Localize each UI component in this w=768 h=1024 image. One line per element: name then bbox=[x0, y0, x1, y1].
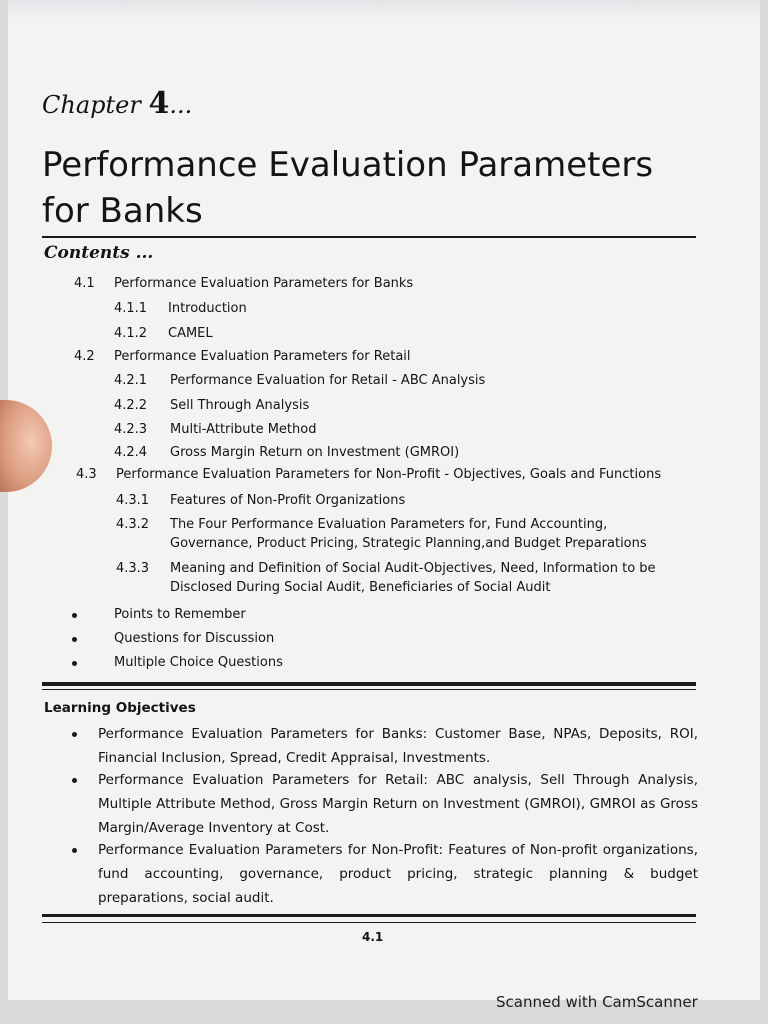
contents-bullet-text: Points to Remember bbox=[114, 607, 246, 622]
toc-text: The Four Performance Evaluation Parameters for, Fund Accounting, bbox=[170, 517, 608, 532]
toc-text: Multi-Attribute Method bbox=[170, 422, 317, 437]
title-underline bbox=[42, 236, 696, 238]
bullet-dot bbox=[72, 661, 77, 666]
chapter-title-line-2: for Banks bbox=[42, 191, 203, 231]
chapter-label bbox=[42, 86, 192, 121]
chapter-title bbox=[42, 142, 653, 234]
chapter-word: Chapter bbox=[42, 91, 141, 119]
learning-objective-text: Performance Evaluation Parameters for Non-Profit: Features of Non-profit organizations, fund accounting, governance, product pricing, strategic planning & budget preparations, social audit. bbox=[98, 842, 698, 906]
toc-text: Governance, Product Pricing, Strategic Planning,and Budget Preparations bbox=[170, 536, 647, 551]
toc-number: 4.2.3 bbox=[114, 422, 148, 437]
toc-number: 4.1 bbox=[74, 276, 95, 291]
toc-number: 4.3.1 bbox=[116, 493, 150, 508]
learning-objective-text: Performance Evaluation Parameters for Retail: ABC analysis, Sell Through Analysis, Multiple Attribute Method, Gross Margin Return on Investment (GMROI), GMROI as Gross Margin/Average Inventory at Cost. bbox=[98, 772, 698, 836]
learning-objective-item bbox=[72, 768, 700, 840]
scanner-watermark: Scanned with CamScanner bbox=[496, 993, 698, 1011]
toc-number: 4.2.4 bbox=[114, 445, 148, 460]
contents-divider-thin bbox=[42, 689, 696, 690]
page-number: 4.1 bbox=[362, 930, 384, 944]
bullet-dot bbox=[72, 778, 77, 783]
toc-number: 4.2 bbox=[74, 349, 95, 364]
toc-text: Introduction bbox=[168, 301, 247, 316]
toc-number: 4.3.2 bbox=[116, 517, 150, 532]
toc-text: Disclosed During Social Audit, Beneficiaries of Social Audit bbox=[170, 580, 551, 595]
bullet-dot bbox=[72, 637, 77, 642]
toc-text: Sell Through Analysis bbox=[170, 398, 310, 413]
toc-number: 4.2.2 bbox=[114, 398, 148, 413]
toc-text: Performance Evaluation Parameters for Banks bbox=[114, 276, 414, 291]
chapter-ellipsis: ... bbox=[169, 91, 193, 119]
contents-bullet-text: Questions for Discussion bbox=[114, 631, 275, 646]
toc-number: 4.3.3 bbox=[116, 561, 150, 576]
contents-bullet-text: Multiple Choice Questions bbox=[114, 655, 283, 670]
toc-text: Meaning and Definition of Social Audit-Objectives, Need, Information to be bbox=[170, 561, 656, 576]
toc-number: 4.1.2 bbox=[114, 326, 148, 341]
bullet-dot bbox=[72, 613, 77, 618]
toc-text: CAMEL bbox=[168, 326, 213, 341]
learning-objective-item bbox=[72, 838, 700, 910]
toc-text: Performance Evaluation Parameters for Retail bbox=[114, 349, 411, 364]
toc-text: Gross Margin Return on Investment (GMROI) bbox=[170, 445, 460, 460]
learning-objective-item bbox=[72, 722, 700, 770]
footer-rule-thin bbox=[42, 922, 696, 923]
chapter-number: 4 bbox=[148, 86, 170, 121]
learning-objective-text: Performance Evaluation Parameters for Banks: Customer Base, NPAs, Deposits, ROI, Financial Inclusion, Spread, Credit Appraisal, Investments. bbox=[98, 726, 698, 766]
toc-text: Performance Evaluation for Retail - ABC Analysis bbox=[170, 373, 486, 388]
bullet-dot bbox=[72, 848, 77, 853]
footer-rule-thick bbox=[42, 914, 696, 917]
contents-divider-thick bbox=[42, 682, 696, 686]
toc-text: Features of Non-Profit Organizations bbox=[170, 493, 406, 508]
toc-number: 4.1.1 bbox=[114, 301, 148, 316]
learning-objectives-heading: Learning Objectives bbox=[44, 700, 196, 716]
bullet-dot bbox=[72, 732, 77, 737]
toc-text: Performance Evaluation Parameters for Non-Profit - Objectives, Goals and Functions bbox=[116, 467, 662, 482]
toc-number: 4.2.1 bbox=[114, 373, 148, 388]
chapter-title-line-1: Performance Evaluation Parameters bbox=[42, 145, 654, 185]
toc-number: 4.3 bbox=[76, 467, 97, 482]
contents-heading: Contents ... bbox=[44, 243, 154, 263]
page-top-shade bbox=[8, 0, 760, 20]
